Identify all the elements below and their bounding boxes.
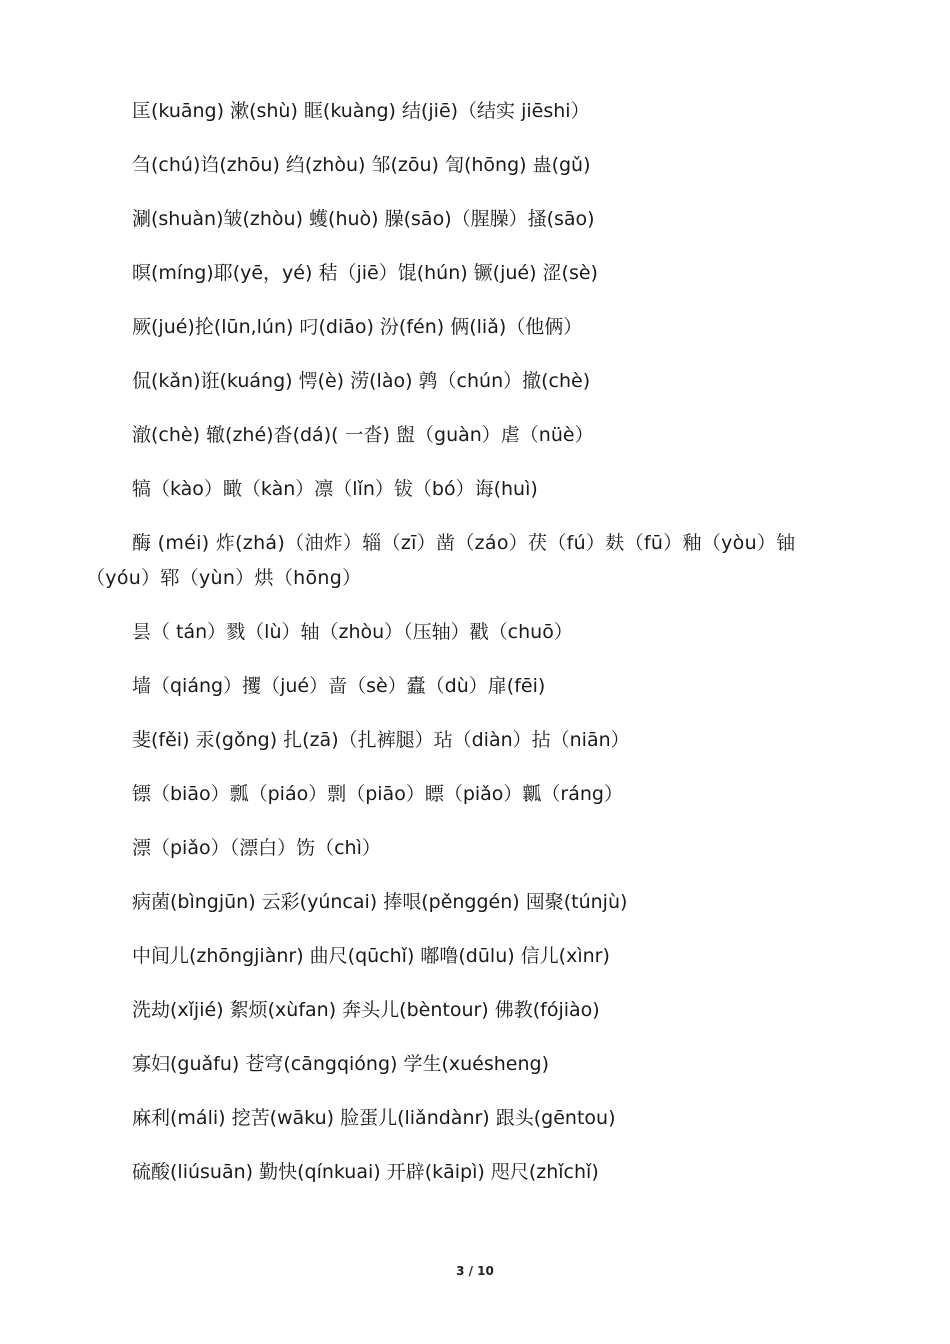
document-body	[86, 94, 856, 1209]
page-number: 3 / 10	[456, 1264, 494, 1278]
text-line: 涮(shuàn)皱(zhòu) 蠖(huò) 臊(sāo)（腥臊）搔(sāo)	[132, 208, 595, 230]
text-line: 暝(míng)耶(yē，yé) 秸（jiē）馄(hún) 镢(jué) 涩(sè)	[132, 262, 598, 284]
text-line: 洗劫(xǐjié) 絮烦(xùfan) 奔头儿(bèntour) 佛教(fójiào)	[132, 999, 600, 1021]
text-line: 昙（ tán）戮（lù）轴（zhòu）（压轴）戳（chuō）	[132, 621, 573, 643]
text-line: 寡妇(guǎfu) 苍穹(cāngqióng) 学生(xuésheng)	[132, 1053, 549, 1075]
text-line: 墙（qiáng）攫（jué）啬（sè）蠹（dù）扉(fēi)	[132, 675, 546, 697]
text-line: 硫酸(liúsuān) 勤快(qínkuai) 开辟(kāipì) 咫尺(zhǐchǐ)	[132, 1161, 599, 1183]
text-line: 犒（kào）瞰（kàn）凛（lǐn）钹（bó）诲(huì)	[132, 478, 538, 500]
text-line: 酶 (méi) 炸(zhá)（油炸）辎（zī）凿（záo）茯（fú）麸（fū）釉（yòu）铀（yóu）郓（yùn）烘（hōng）	[86, 532, 796, 589]
text-line: 侃(kǎn)诳(kuáng) 愕(è) 涝(lào) 鹑（chún）撤(chè)	[132, 370, 591, 392]
text-line: 澈(chè) 辙(zhé)沓(dá)( 一沓) 盥（guàn）虐（nüè）	[132, 424, 594, 446]
text-line: 病菌(bìngjūn) 云彩(yúncai) 捧哏(pěnggén) 囤聚(túnjù)	[132, 891, 628, 913]
text-line: 匡(kuāng) 漱(shù) 眶(kuàng) 结(jiē)（结实 jiēshi）	[132, 100, 590, 122]
text-line: 斐(fěi) 汞(gǒng) 扎(zā)（扎裤腿）玷（diàn）拈（niān）	[132, 729, 630, 751]
text-line: 麻利(máli) 挖苦(wāku) 脸蛋儿(liǎndànr) 跟头(gēntou)	[132, 1107, 616, 1129]
text-line: 漂（piǎo）（漂白）饬（chì）	[132, 837, 381, 859]
text-line: 厥(jué)抡(lūn,lún) 叼(diāo) 汾(fén) 俩(liǎ)（他俩）	[132, 316, 583, 338]
text-line: 中间儿(zhōngjiànr) 曲尺(qūchǐ) 嘟噜(dūlu) 信儿(xìnr)	[132, 945, 610, 967]
text-line: 镖（biāo）瓢（piáo）剽（piāo）瞟（piǎo）瓤（ráng）	[132, 783, 623, 805]
text-line: 刍(chú)诌(zhōu) 绉(zhòu) 邹(zōu) 訇(hōng) 蛊(gǔ)	[132, 154, 591, 176]
